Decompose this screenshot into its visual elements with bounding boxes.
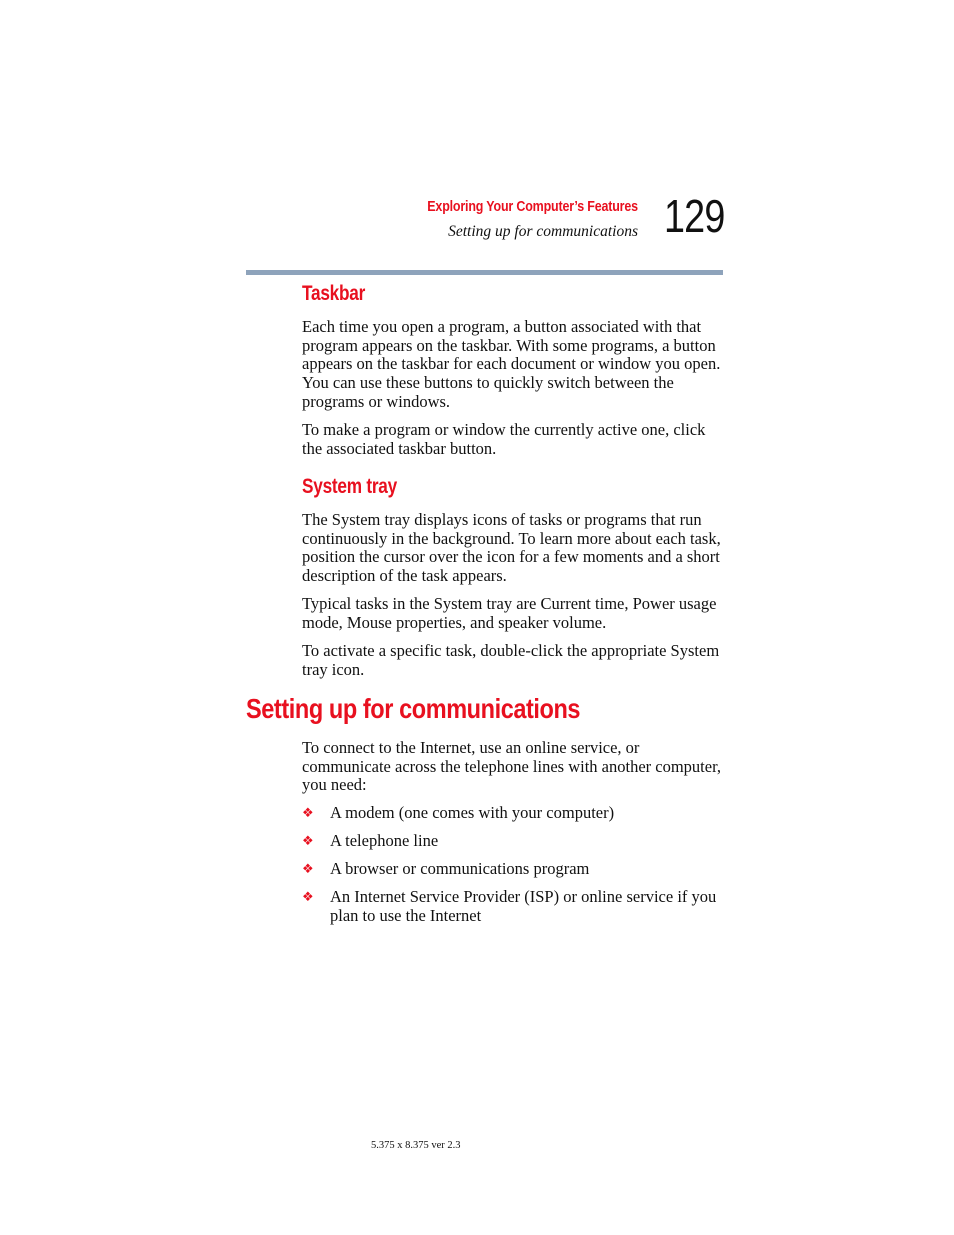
taskbar-paragraph-1: Each time you open a program, a button associated with that program appears on the taskbar. With some programs, a button appears on the taskbar for each document or window you open. You can use these buttons to quickly switch between the programs or windows. [302,317,721,411]
diamond-bullet-icon: ❖ [302,834,314,849]
taskbar-paragraph-2: To make a program or window the currently active one, click the associated taskbar button. [302,420,706,458]
system-tray-paragraph-2: Typical tasks in the System tray are Current time, Power usage mode, Mouse properties, and speaker volume. [302,594,717,632]
list-item-text: A browser or communications program [330,859,590,878]
system-tray-paragraph-1: The System tray displays icons of tasks or programs that run continuously in the background. To learn more about each task, position the cursor over the icon for a few moments and a short description of the task appears. [302,510,721,586]
communications-heading: Setting up for communications [246,693,581,724]
running-header-chapter: Exploring Your Computer’s Features [427,199,638,215]
diamond-bullet-icon: ❖ [302,806,314,821]
footer-version: 5.375 x 8.375 ver 2.3 [371,1140,461,1151]
page-number: 129 [664,190,725,242]
taskbar-heading: Taskbar [302,282,366,305]
list-item-text: A telephone line [330,831,439,850]
system-tray-paragraph-3: To activate a specific task, double-click the appropriate System tray icon. [302,641,720,679]
list-item-text: A modem (one comes with your computer) [330,803,615,822]
header-rule [246,270,723,275]
running-header-section: Setting up for communications [448,223,638,240]
communications-intro: To connect to the Internet, use an online service, or communicate across the telephone lines with another computer, you need: [302,738,722,795]
diamond-bullet-icon: ❖ [302,862,314,877]
diamond-bullet-icon: ❖ [302,890,314,905]
list-item-text: An Internet Service Provider (ISP) or online service if you plan to use the Internet [330,887,717,925]
system-tray-heading: System tray [302,475,397,498]
